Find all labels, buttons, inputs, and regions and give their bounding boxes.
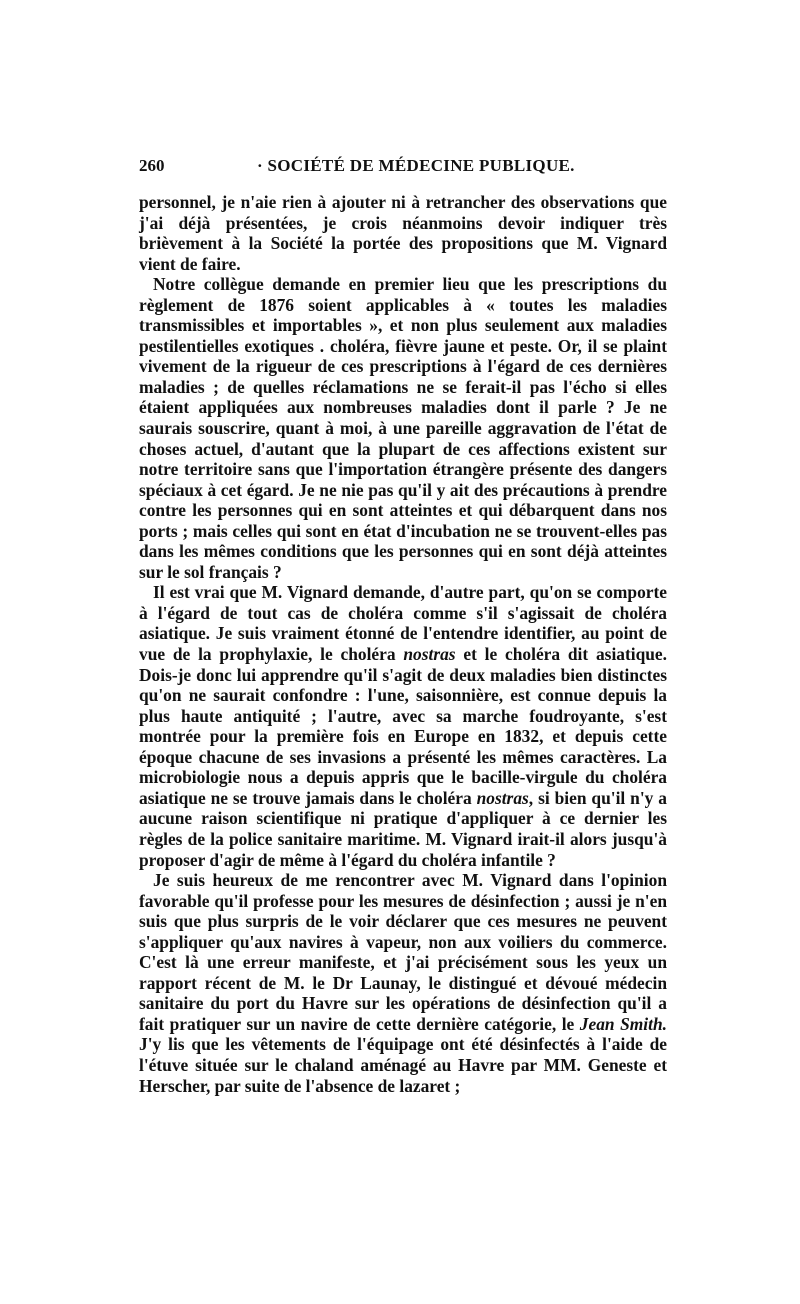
paragraph-4-text-b: J'y lis que les vêtements de l'équipage ont été désinfectés à l'aide de l'étuve située sur le chaland aménagé au Havre par MM. Geneste et Herscher, par suite de l'absence de lazaret ; <box>139 1034 667 1096</box>
page-header <box>139 156 667 178</box>
paragraph-3-text-c: , si bien qu'il n'y a aucune raison scientifique ni pratique d'appliquer à ce dernier les règles de la police sanitaire maritime. M. Vignard irait-il alors jusqu'à proposer d'agir de même à l'égard du choléra infantile ? <box>139 787 667 870</box>
paragraph-3-italic-b: nostras <box>476 787 529 808</box>
paragraph-4 <box>139 870 667 1096</box>
page-number: 260 <box>139 156 165 175</box>
paragraph-2 <box>139 274 667 582</box>
paragraph-3-italic-a: nostras <box>403 644 456 665</box>
paragraph-3 <box>139 582 667 870</box>
paragraph-3-text-b: et le choléra dit asiatique. Dois-je donc lui apprendre qu'il s'agit de deux maladies bien distinctes qu'on ne saurait confondre : l'une, saisonnière, est connue depuis la plus haute antiquité ; l'autre, avec sa marche foudroyante, s'est montrée pour la première fois en Europe en 1832, et depuis cette époque chacune de ses invasions a présenté les mêmes caractères. La microbiologie nous a depuis appris que le bacille-virgule du choléra asiatique ne se trouve jamais dans le choléra <box>139 644 668 808</box>
paragraph-4-text-a: Je suis heureux de me rencontrer avec M. Vignard dans l'opinion favorable qu'il professe pour les mesures de désinfection ; aussi je n'en suis que plus surpris de le voir déclarer que ces mesures ne peuvent s'appliquer qu'aux navires à vapeur, non aux voiliers du commerce. C'est là une erreur manifeste, et j'ai précisément sous les yeux un rapport récent de M. le Dr Launay, le distingué et dévoué médecin sanitaire du port du Havre sur les opérations de désinfection qu'il a fait pratiquer sur un navire de cette dernière catégorie, le <box>139 870 667 1034</box>
running-title: · SOCIÉTÉ DE MÉDECINE PUBLIQUE. <box>257 156 575 175</box>
paragraph-2-text: Notre collègue demande en premier lieu que les prescriptions du règlement de 1876 soient applicables à « toutes les maladies transmissibles et importables », et non plus seulement aux maladies pestilentielles exotiques . choléra, fièvre jaune et peste. Or, il se plaint vivement de la rigueur de ces prescriptions à l'égard de ces dernières maladies ; de quelles réclamations ne se ferait-il pas l'écho si elles étaient appliquées aux nombreuses maladies dont il parle ? Je ne saurais souscrire, quant à moi, à une pareille aggravation de l'état de choses actuel, d'autant que la plupart de ces affections existent sur notre territoire sans que l'importation étrangère présente des dangers spéciaux à cet égard. Je ne nie pas qu'il y ait des précautions à prendre contre les personnes qui en sont atteintes et qui débarquent dans nos ports ; mais celles qui sont en état d'incubation ne se trouvent-elles pas dans les mêmes conditions que les personnes qui en sont déjà atteintes sur le sol français ? <box>139 274 667 582</box>
paragraph-4-italic-a: Jean Smith. <box>579 1013 667 1034</box>
document-page <box>139 156 667 1096</box>
paragraph-3-text-a: Il est vrai que M. Vignard demande, d'autre part, qu'on se comporte à l'égard de tout cas de choléra comme s'il s'agissait de choléra asiatique. Je suis vraiment étonné de l'entendre identifier, au point de vue de la prophylaxie, le choléra <box>139 582 667 665</box>
paragraph-1 <box>139 192 667 274</box>
paragraph-1-text: personnel, je n'aie rien à ajouter ni à retrancher des observations que j'ai déjà présentées, je crois néanmoins devoir indiquer très brièvement à la Société la portée des propositions que M. Vignard vient de faire. <box>139 192 667 274</box>
